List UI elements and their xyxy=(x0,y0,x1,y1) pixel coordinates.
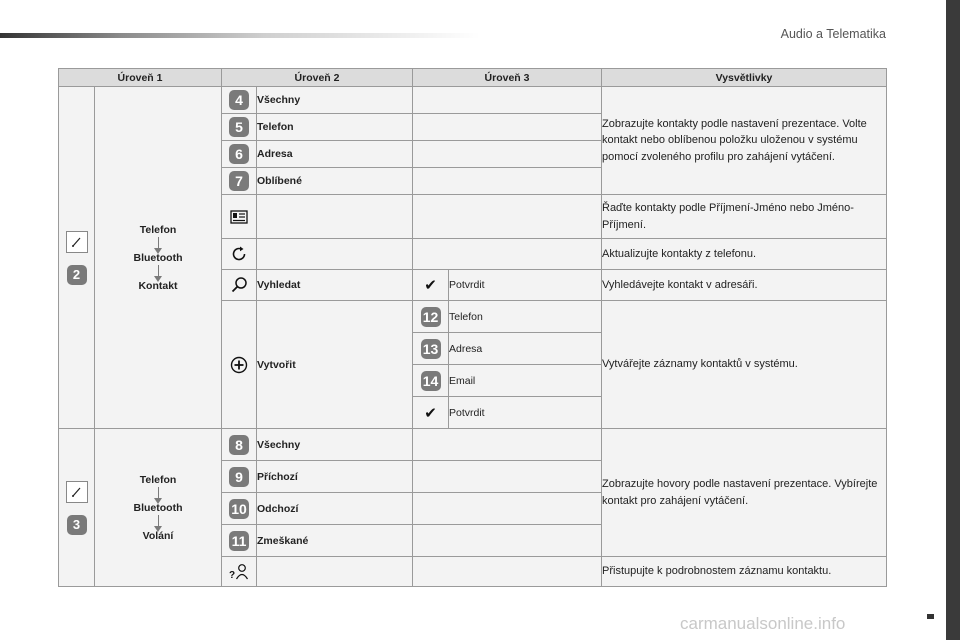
badge-cell xyxy=(222,429,257,461)
search-icon xyxy=(230,276,248,294)
path-step: Telefon xyxy=(139,223,177,236)
page-number: 457 xyxy=(916,620,938,635)
watermark-text: carmanualsonline.info xyxy=(680,614,846,633)
section-title: Audio a Telematika xyxy=(780,27,886,41)
menu-item-label: Adresa xyxy=(257,141,413,168)
step-badge: 11 xyxy=(229,531,249,551)
menu-item-label: Telefon xyxy=(257,114,413,141)
menu-item-label: Zmeškané xyxy=(257,525,413,557)
step-badge: 4 xyxy=(229,90,249,110)
arrow-down-icon xyxy=(158,237,159,250)
empty-cell xyxy=(257,557,413,587)
icon-cell xyxy=(222,301,257,429)
step-badge: 12 xyxy=(421,307,441,327)
level1-path-cell xyxy=(95,429,222,587)
step-badge: 3 xyxy=(67,515,87,535)
empty-cell xyxy=(257,195,413,239)
path-step: Kontakt xyxy=(138,279,178,292)
checkmark-icon: ✔ xyxy=(424,277,437,294)
badge-cell xyxy=(222,114,257,141)
empty-cell xyxy=(413,168,602,195)
sub-item-label: Potvrdit xyxy=(449,397,602,429)
menu-item-label: Vyhledat xyxy=(257,270,413,301)
icon-cell xyxy=(413,270,449,301)
empty-cell xyxy=(413,461,602,493)
badge-cell xyxy=(222,461,257,493)
badge-cell xyxy=(413,301,449,333)
step-badge: 14 xyxy=(421,371,441,391)
explanation-text: Přistupujte k podrobnostem záznamu kontaktu. xyxy=(602,557,887,587)
arrow-down-icon xyxy=(158,265,159,278)
level1-cell xyxy=(59,429,95,587)
table-row xyxy=(59,87,887,114)
empty-cell xyxy=(413,239,602,270)
arrow-down-icon xyxy=(158,487,159,500)
svg-text:?: ? xyxy=(229,569,236,581)
path-step: Bluetooth xyxy=(133,501,183,514)
badge-cell xyxy=(222,168,257,195)
sub-item-label: Potvrdit xyxy=(449,270,602,301)
header-level-3: Úroveň 3 xyxy=(413,69,602,87)
refresh-icon xyxy=(230,245,248,263)
empty-cell xyxy=(413,195,602,239)
table-header-row xyxy=(59,69,887,87)
icon-cell xyxy=(222,270,257,301)
badge-cell xyxy=(222,141,257,168)
path-step: Telefon xyxy=(139,473,177,486)
arrow-down-icon xyxy=(158,515,159,528)
sub-item-label: Email xyxy=(449,365,602,397)
menu-item-label: Všechny xyxy=(257,87,413,114)
pen-icon xyxy=(66,231,88,253)
pen-icon xyxy=(66,481,88,503)
contact-details-icon xyxy=(228,563,250,581)
level1-cell xyxy=(59,87,95,429)
badge-cell xyxy=(222,493,257,525)
empty-cell xyxy=(413,87,602,114)
add-contact-icon xyxy=(230,356,248,374)
menu-item-label: Vytvořit xyxy=(257,301,413,429)
explanation-text: Řaďte kontakty podle Příjmení-Jméno nebo Jméno-Příjmení. xyxy=(602,195,887,239)
sub-item-label: Telefon xyxy=(449,301,602,333)
step-badge: 2 xyxy=(67,265,87,285)
empty-cell xyxy=(413,557,602,587)
step-badge: 9 xyxy=(229,467,249,487)
badge-cell xyxy=(413,365,449,397)
icon-cell xyxy=(413,397,449,429)
step-badge: 5 xyxy=(229,117,249,137)
header-explanation: Vysvětlivky xyxy=(602,69,887,87)
empty-cell xyxy=(413,114,602,141)
empty-cell xyxy=(413,429,602,461)
menu-item-label: Všechny xyxy=(257,429,413,461)
icon-cell xyxy=(222,195,257,239)
explanation-text: Vyhledávejte kontakt v adresáři. xyxy=(602,270,887,301)
empty-cell xyxy=(413,525,602,557)
step-badge: 7 xyxy=(229,171,249,191)
badge-cell xyxy=(413,333,449,365)
step-badge: 8 xyxy=(229,435,249,455)
step-badge: 13 xyxy=(421,339,441,359)
page-marker xyxy=(927,614,934,619)
empty-cell xyxy=(257,239,413,270)
table-row xyxy=(59,429,887,461)
level1-path-cell xyxy=(95,87,222,429)
explanation-text: Vytvářejte záznamy kontaktů v systému. xyxy=(602,301,887,429)
path-step: Bluetooth xyxy=(133,251,183,264)
explanation-text: Zobrazujte hovory podle nastavení prezentace. Vybírejte kontakt pro zahájení vytáčení. xyxy=(602,429,887,557)
menu-item-label: Příchozí xyxy=(257,461,413,493)
empty-cell xyxy=(413,141,602,168)
path-step: Volání xyxy=(142,529,174,542)
icon-cell xyxy=(222,557,257,587)
sort-contacts-icon xyxy=(230,210,248,224)
page-edge-bar xyxy=(946,0,960,640)
sub-item-label: Adresa xyxy=(449,333,602,365)
badge-cell xyxy=(222,87,257,114)
explanation-text: Aktualizujte kontakty z telefonu. xyxy=(602,239,887,270)
header-level-2: Úroveň 2 xyxy=(222,69,413,87)
step-badge: 10 xyxy=(229,499,249,519)
badge-cell xyxy=(222,525,257,557)
header-level-1: Úroveň 1 xyxy=(59,69,222,87)
checkmark-icon: ✔ xyxy=(424,404,437,422)
step-badge: 6 xyxy=(229,144,249,164)
menu-item-label: Oblíbené xyxy=(257,168,413,195)
header-decor-bar xyxy=(0,33,480,38)
explanation-text: Zobrazujte kontakty podle nastavení prezentace. Volte kontakt nebo oblíbenou položku uloženou v systému pomocí zvoleného profilu pro zahájení vytáčení. xyxy=(602,87,887,195)
menu-structure-table xyxy=(58,68,887,587)
icon-cell xyxy=(222,239,257,270)
empty-cell xyxy=(413,493,602,525)
menu-item-label: Odchozí xyxy=(257,493,413,525)
